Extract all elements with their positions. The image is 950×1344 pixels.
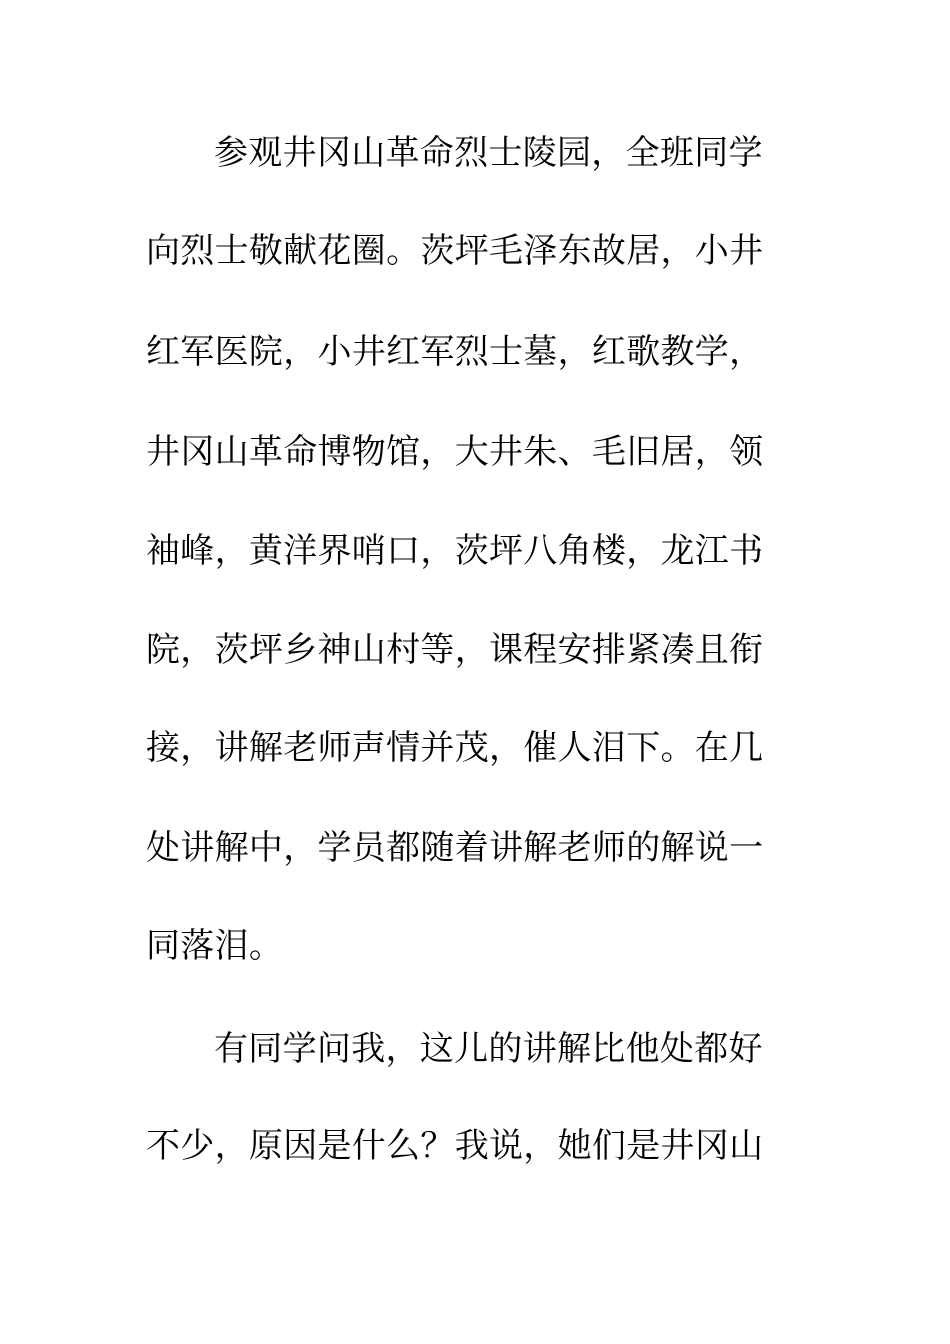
paragraph-1-line-9: 同落泪。 xyxy=(146,926,284,966)
paragraph-1-line-3: 红军医院，小井红军烈士墓，红歌教学， xyxy=(146,332,764,372)
paragraph-1-line-4: 井冈山革命博物馆，大井朱、毛旧居，领 xyxy=(146,432,764,472)
paragraph-1-line-5: 袖峰，黄洋界哨口，茨坪八角楼，龙江书 xyxy=(146,531,764,571)
paragraph-2-line-1: 有同学问我，这儿的讲解比他处都好 xyxy=(214,1029,763,1069)
paragraph-1-line-6: 院，茨坪乡神山村等，课程安排紧凑且衔 xyxy=(146,630,764,670)
paragraph-1-line-7: 接，讲解老师声情并茂，催人泪下。在几 xyxy=(146,728,764,768)
paragraph-2-line-2: 不少，原因是什么？我说，她们是井冈山 xyxy=(146,1126,764,1166)
paragraph-1-line-2: 向烈士敬献花圈。茨坪毛泽东故居，小井 xyxy=(146,231,764,271)
paragraph-1-line-8: 处讲解中，学员都随着讲解老师的解说一 xyxy=(146,828,764,868)
paragraph-1-line-1: 参观井冈山革命烈士陵园，全班同学 xyxy=(214,133,763,173)
